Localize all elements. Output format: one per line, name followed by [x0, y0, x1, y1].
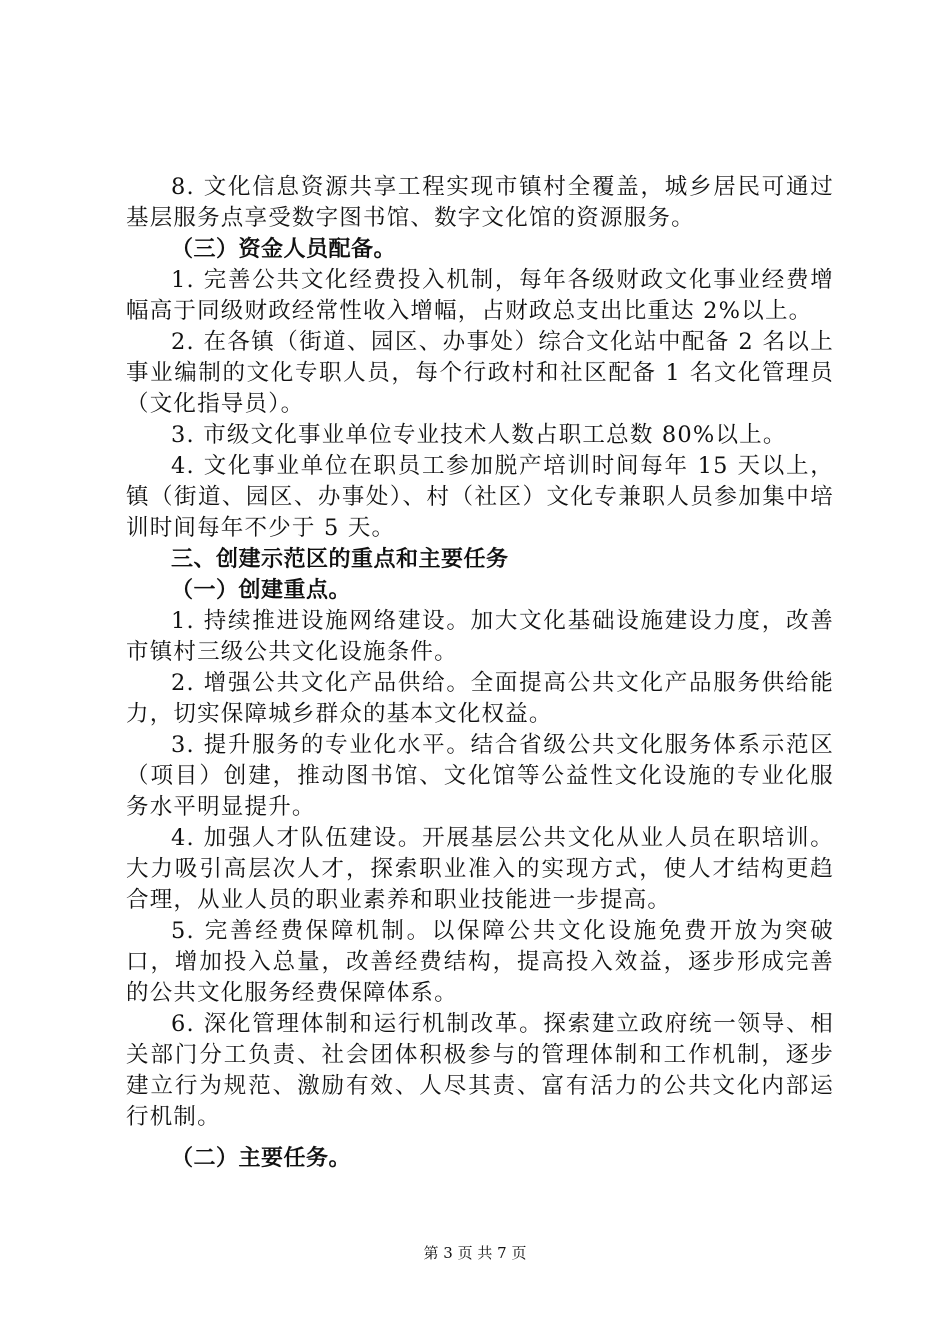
document-body — [126, 172, 834, 1174]
subheading-funding-staff: （三）资金人员配备。 — [171, 237, 397, 262]
paragraph-item-3: 3. 市级文化事业单位专业技术人数占职工总数 80%以上。 — [171, 422, 787, 448]
paragraph-item-2: 2. 在各镇（街道、园区、办事处）综合文化站中配备 2 名以上事业编制的文化专职人员，每个行政村和社区配备 1 名文化管理员（文化指导员）。 — [126, 329, 834, 417]
paragraph-item-1: 1. 完善公共文化经费投入机制，每年各级财政文化事业经费增幅高于同级财政经常性收入增幅，占财政总支出比重达 2%以上。 — [126, 267, 834, 324]
paragraph-key-3: 3. 提升服务的专业化水平。结合省级公共文化服务体系示范区（项目）创建，推动图书馆、文化馆等公益性文化设施的专业化服务水平明显提升。 — [126, 732, 834, 820]
paragraph-key-2: 2. 增强公共文化产品供给。全面提高公共文化产品服务供给能力，切实保障城乡群众的基本文化权益。 — [126, 670, 834, 727]
paragraph-item-8: 8. 文化信息资源共享工程实现市镇村全覆盖，城乡居民可通过基层服务点享受数字图书馆、数字文化馆的资源服务。 — [126, 174, 834, 231]
paragraph-key-6: 6. 深化管理体制和运行机制改革。探索建立政府统一领导、相关部门分工负责、社会团体积极参与的管理体制和工作机制，逐步建立行为规范、激励有效、人尽其责、富有活力的公共文化内部运行机制。 — [126, 1011, 834, 1130]
page-footer: 第 3 页 共 7 页 — [423, 1244, 527, 1262]
paragraph-key-5: 5. 完善经费保障机制。以保障公共文化设施免费开放为突破口，增加投入总量，改善经费结构，提高投入效益，逐步形成完善的公共文化服务经费保障体系。 — [126, 918, 834, 1006]
paragraph-item-4: 4. 文化事业单位在职员工参加脱产培训时间每年 15 天以上，镇（街道、园区、办事处）、村（社区）文化专兼职人员参加集中培训时间每年不少于 5 天。 — [126, 453, 834, 541]
subheading-main-tasks: （二）主要任务。 — [171, 1146, 352, 1171]
subheading-key-points: （一）创建重点。 — [171, 578, 352, 603]
section-heading-3: 三、创建示范区的重点和主要任务 — [171, 547, 509, 572]
paragraph-key-1: 1. 持续推进设施网络建设。加大文化基础设施建设力度，改善市镇村三级公共文化设施条件。 — [126, 608, 834, 665]
paragraph-key-4: 4. 加强人才队伍建设。开展基层公共文化从业人员在职培训。大力吸引高层次人才，探索职业准入的实现方式，使人才结构更趋合理，从业人员的职业素养和职业技能进一步提高。 — [126, 825, 834, 913]
